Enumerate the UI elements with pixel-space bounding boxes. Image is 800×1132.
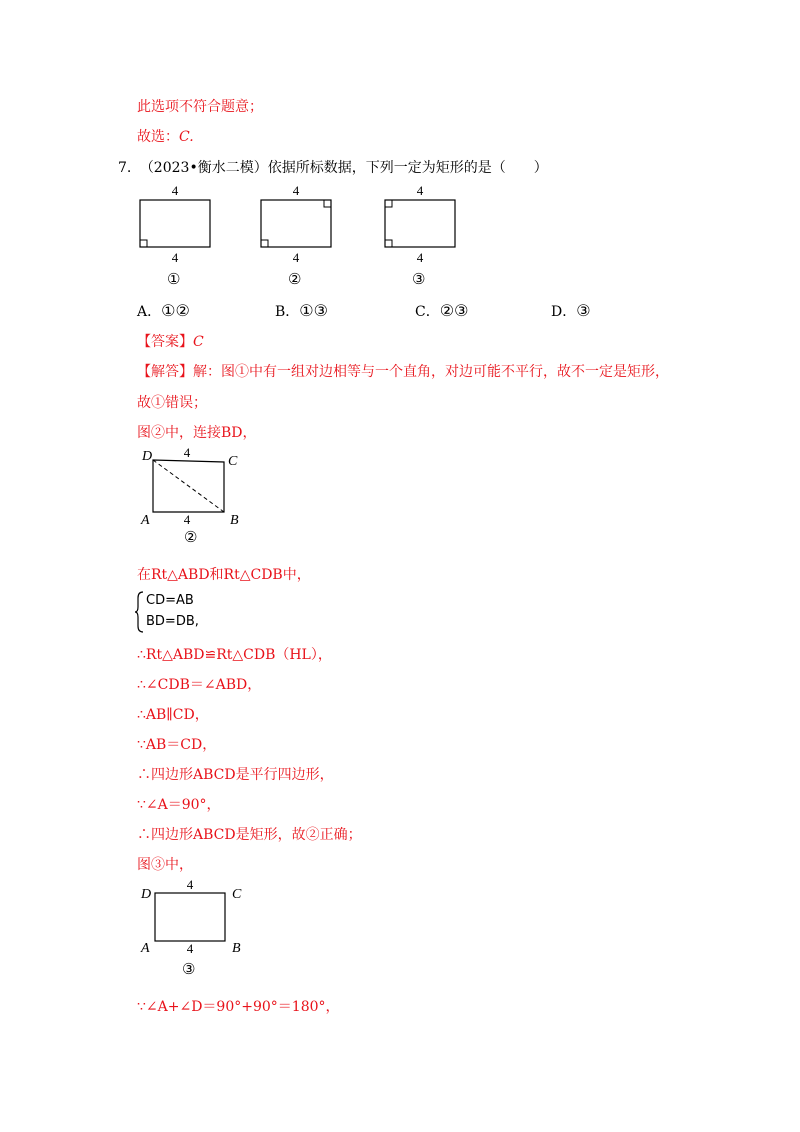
prev-line-2 (137, 128, 194, 146)
fig2-vertex-B: B (230, 513, 239, 526)
solution-line-5: ∴Rt△ABD≌Rt△CDB（HL）， (137, 647, 332, 663)
solution-line-10: ∵∠A＝90°， (137, 797, 221, 813)
figure-1 (140, 183, 210, 265)
fig3-vertex-C: C (232, 887, 242, 902)
option-c[interactable] (415, 302, 468, 321)
fig2-vertex-A: A (141, 513, 150, 526)
fig2-bottom-length: 4 (183, 512, 191, 526)
system-eq-1: CD=AB (146, 593, 194, 608)
solution-line-7: ∴AB∥CD， (137, 707, 209, 723)
fig2-label: ② (184, 528, 198, 546)
option-b[interactable] (275, 302, 328, 321)
figure-3 (385, 183, 455, 265)
option-d-text: ③ (576, 301, 591, 320)
question-number: 7. (118, 160, 132, 176)
figure-2-label: ② (288, 270, 302, 288)
fig2-vertex-C: C (228, 454, 238, 469)
figure-1-bottom: 4 (171, 250, 179, 265)
figure-1-top: 4 (171, 183, 179, 198)
option-c-letter: C． (415, 304, 440, 320)
solution-figure-2 (135, 446, 255, 526)
figure-3-label: ③ (412, 270, 426, 288)
figure-3-top: 4 (416, 183, 424, 198)
solution-figure-3 (135, 876, 260, 956)
figure-2-bottom: 4 (292, 250, 300, 265)
option-d-letter: D． (551, 304, 577, 320)
fig3-vertex-D: D (141, 887, 152, 902)
solution-line-1 (137, 363, 669, 381)
fig3-label: ③ (182, 960, 196, 978)
solution-text-1: 解：图①中有一组对边相等与一个直角，对边可能不平行，故不一定是矩形， (193, 364, 669, 380)
fig3-bottom-length: 4 (186, 941, 194, 956)
solution-line-13: ∵∠A+∠D＝90°+90°＝180°， (137, 999, 340, 1015)
option-a-letter: A． (137, 304, 162, 320)
figure-2 (261, 183, 331, 265)
option-a[interactable] (137, 302, 190, 321)
fig3-top-length: 4 (186, 877, 194, 892)
solution-line-4: 在Rt△ABD和Rt△CDB中， (137, 567, 311, 583)
system-tail: , (194, 614, 199, 629)
fig2-vertex-D: D (142, 449, 153, 464)
answer-tag: 【答案】 (137, 334, 193, 350)
option-b-text: ①③ (299, 301, 328, 320)
solution-line-9: ∴四边形ABCD是平行四边形， (137, 767, 334, 783)
solution-line-12: 图③中， (137, 857, 193, 873)
prev-answer: C. (179, 129, 194, 145)
option-d[interactable] (551, 302, 591, 321)
system-brace (134, 590, 146, 634)
prev-line-2-prefix: 故选： (137, 129, 179, 145)
fig3-vertex-B: B (232, 941, 241, 956)
solution-line-11: ∴四边形ABCD是矩形，故②正确； (137, 827, 362, 843)
figure-3-bottom: 4 (416, 250, 424, 265)
system-eq-2-text: BD=DB (146, 614, 195, 629)
option-c-text: ②③ (439, 301, 469, 320)
equation-system (134, 590, 234, 634)
fig3-vertex-A: A (141, 941, 150, 956)
solution-line-6: ∴∠CDB＝∠ABD， (137, 677, 262, 693)
option-b-letter: B． (275, 304, 300, 320)
answer-line (137, 333, 204, 351)
solution-line-3: 图②中，连接BD， (137, 425, 257, 441)
fig2-top-length: 4 (183, 446, 191, 460)
question-text: 依据所标数据，下列一定为矩形的是（ ） (267, 160, 548, 176)
solution-tag: 【解答】 (137, 364, 193, 380)
question-stem (118, 159, 548, 177)
figure-1-label: ① (167, 270, 181, 288)
figure-2-top: 4 (292, 183, 300, 198)
system-eq-2 (146, 613, 199, 631)
solution-line-8: ∵AB＝CD， (137, 737, 217, 753)
option-a-text: ①② (161, 301, 190, 320)
answer-value: C (193, 334, 204, 350)
prev-line-1: 此选项不符合题意； (137, 99, 263, 115)
question-source: （2023•衡水二模） (139, 160, 268, 176)
solution-line-2: 故①错误； (137, 395, 207, 411)
